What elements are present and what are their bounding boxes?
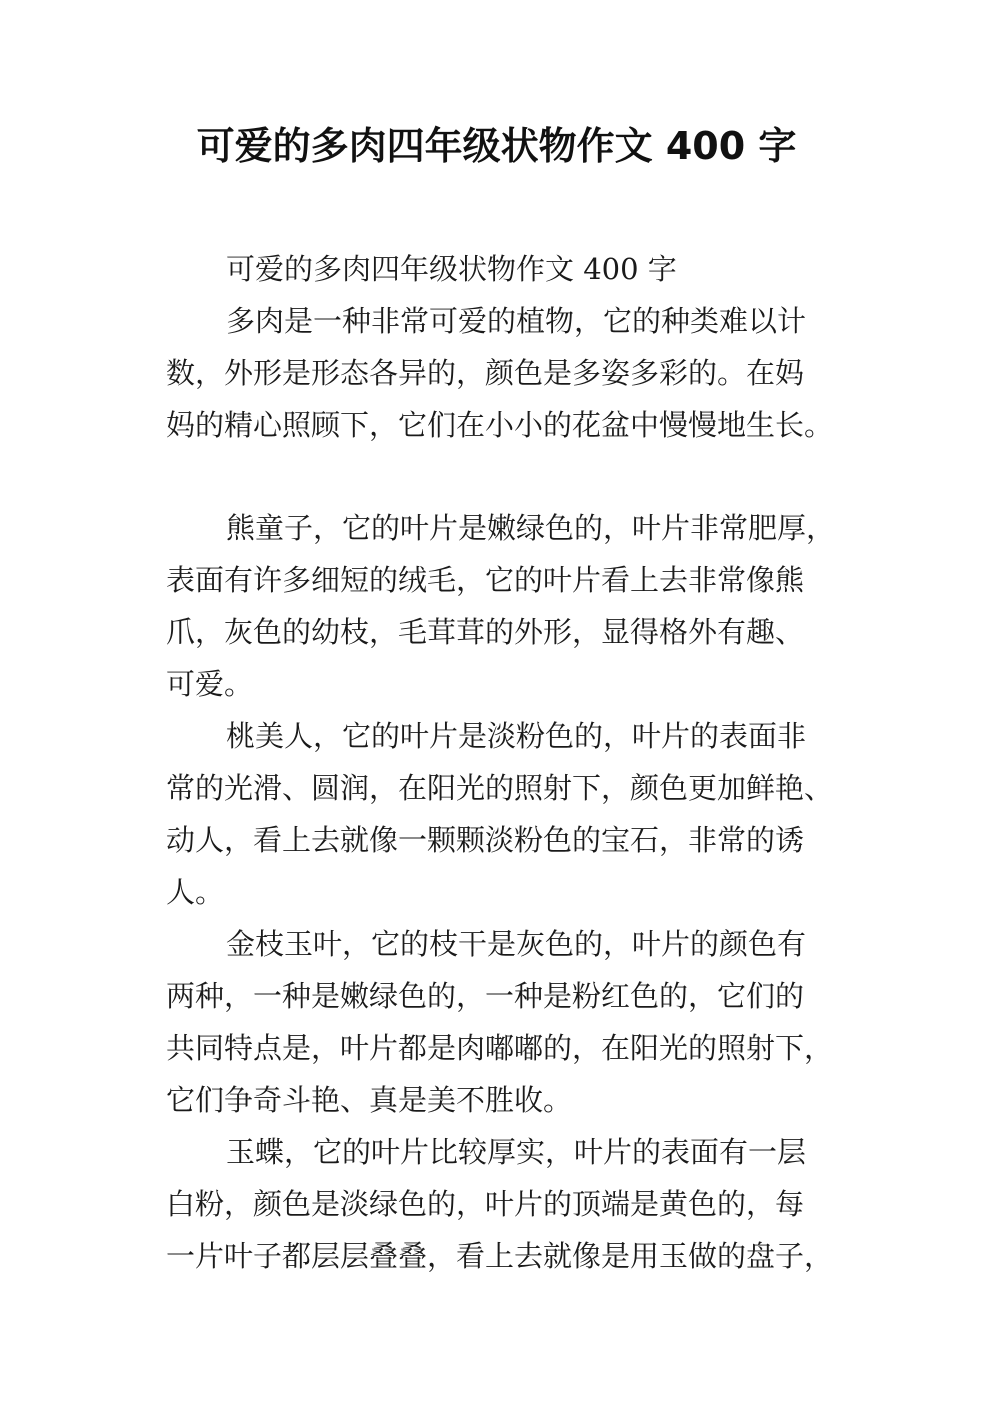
paragraph2-line2: 表面有许多细短的绒毛，它的叶片看上去非常像熊 <box>166 563 805 597</box>
paragraph4-line1: 金枝玉叶，它的枝干是灰色的，叶片的颜色有 <box>226 927 807 961</box>
paragraph5-line1: 玉蝶，它的叶片比较厚实，叶片的表面有一层 <box>226 1135 807 1169</box>
paragraph4-line3: 共同特点是，叶片都是肉嘟嘟的，在阳光的照射下， <box>166 1031 834 1065</box>
paragraph2-line1: 熊童子，它的叶片是嫩绿色的，叶片非常肥厚， <box>226 511 836 545</box>
paragraph3-line3: 动人，看上去就像一颗颗淡粉色的宝石，非常的诱 <box>166 823 805 857</box>
paragraph5-line2: 白粉，颜色是淡绿色的，叶片的顶端是黄色的，每 <box>166 1187 805 1221</box>
paragraph5-line3: 一片叶子都层层叠叠，看上去就像是用玉做的盘子， <box>166 1239 834 1273</box>
paragraph1-line1: 多肉是一种非常可爱的植物，它的种类难以计 <box>226 304 807 338</box>
paragraph1-line2: 数，外形是形态各异的，颜色是多姿多彩的。在妈 <box>166 356 805 390</box>
document-body <box>166 243 846 451</box>
paragraph3-line4: 人。 <box>166 875 225 909</box>
paragraph3-line2: 常的光滑、圆润，在阳光的照射下，颜色更加鲜艳、 <box>166 771 834 805</box>
paragraph2-line3: 爪，灰色的幼枝，毛茸茸的外形，显得格外有趣、 <box>166 615 805 649</box>
paragraph3-line1: 桃美人，它的叶片是淡粉色的，叶片的表面非 <box>226 719 807 753</box>
document-body-continued <box>166 502 846 1282</box>
paragraph4-line2: 两种，一种是嫩绿色的，一种是粉红色的，它们的 <box>166 979 805 1013</box>
paragraph2-line4: 可爱。 <box>166 667 254 701</box>
paragraph1-line3: 妈的精心照顾下，它们在小小的花盆中慢慢地生长。 <box>166 408 834 442</box>
paragraph4-line4: 它们争奇斗艳、真是美不胜收。 <box>166 1083 573 1117</box>
document-title: 可爱的多肉四年级状物作文 400 字 <box>196 124 797 168</box>
subtitle-line: 可爱的多肉四年级状物作文 400 字 <box>226 252 677 286</box>
